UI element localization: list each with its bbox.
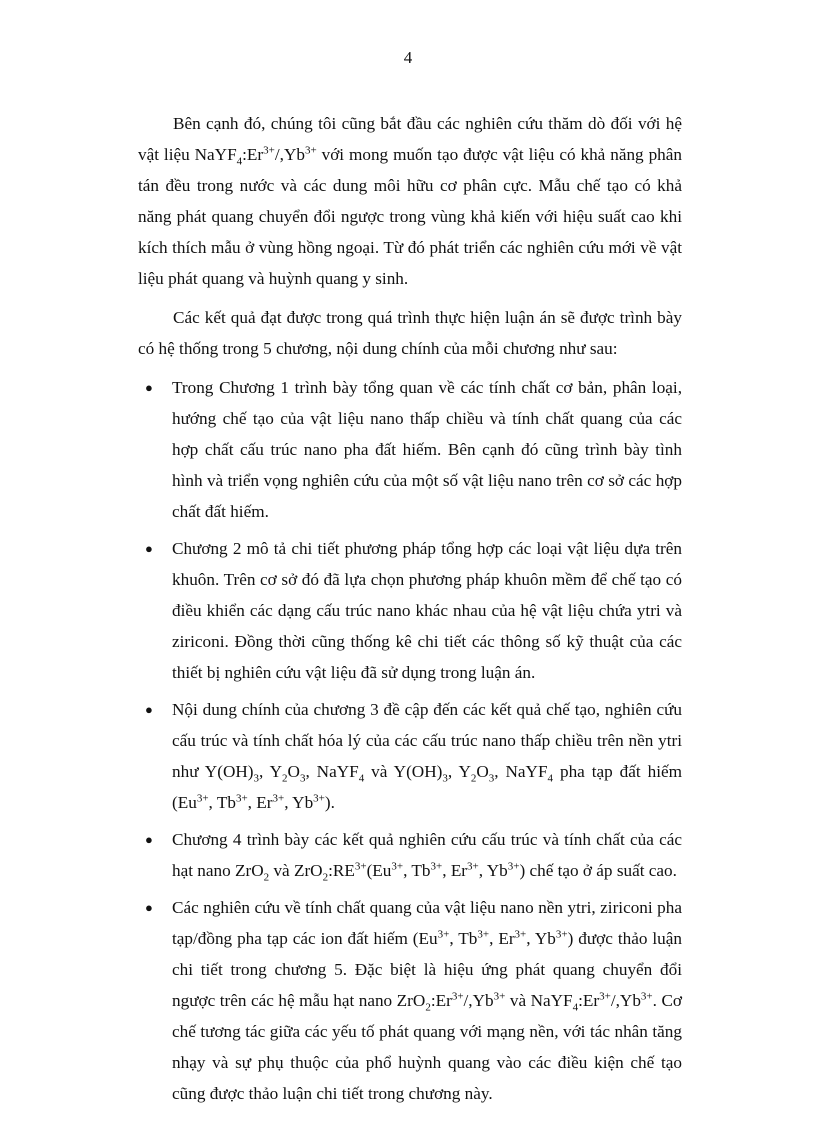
superscript: 3+ — [477, 928, 490, 941]
text-run: :Er — [242, 145, 264, 164]
bullet-icon: ● — [145, 702, 153, 717]
superscript: 3+ — [467, 860, 479, 873]
text-run: ) chế tạo ở áp suất cao. — [519, 861, 677, 880]
superscript: 3+ — [272, 792, 285, 805]
text-run: /,Yb — [610, 991, 641, 1010]
text-run: Các kết quả đạt được trong quá trình thực hiện luận án sẽ được trình bày có hệ thống trong 5 chương, nội dung chính của mỗi chương như sau: — [138, 308, 682, 358]
bullet-icon: ● — [145, 900, 153, 915]
text-run: Nội dung chính của chương 3 đề cập đến các kết quả chế tạo, nghiên cứu cấu trúc và tính chất hóa lý của các cấu trúc nano thấp chiều trên nền ytri như Y(OH) — [172, 700, 682, 781]
text-run: , Y — [259, 762, 283, 781]
text-run: O — [476, 762, 489, 781]
superscript: 3+ — [304, 144, 317, 157]
text-run: , Yb — [526, 929, 556, 948]
text-run: :RE — [328, 861, 355, 880]
subscript: 3 — [442, 772, 448, 785]
text-run: Chương 2 mô tả chi tiết phương pháp tổng hợp các loại vật liệu dựa trên khuôn. Trên cơ sở đó đã lựa chọn phương pháp khuôn mềm để chế tạo có điều khiển các dạng cấu trúc nano khác nhau của hệ vật liệu chứa ytri và ziriconi. Đồng thời cũng thống kê chi tiết các thông số kỹ thuật của các thiết bị nghiên cứu vật liệu đã sử dụng trong luận án. — [172, 539, 682, 682]
text-run: , NaYF — [305, 762, 359, 781]
intro-paragraph — [138, 108, 682, 294]
superscript: 3+ — [235, 792, 248, 805]
superscript: 3+ — [263, 144, 275, 157]
superscript: 3+ — [599, 990, 611, 1003]
superscript: 3+ — [354, 860, 367, 873]
text-run: pha tạp đất hiếm (Eu — [172, 762, 682, 812]
subscript: 2 — [322, 871, 329, 884]
list-item — [138, 533, 682, 688]
text-run: , Yb — [478, 861, 508, 880]
subscript: 2 — [263, 871, 270, 884]
text-run: (Eu — [366, 861, 392, 880]
document-body — [138, 108, 682, 1115]
text-run: :Er — [578, 991, 600, 1010]
text-run: , Er — [247, 793, 273, 812]
text-run: và Y(OH) — [364, 762, 443, 781]
subscript: 4 — [358, 772, 365, 785]
subscript: 2 — [425, 1001, 431, 1014]
list-item — [138, 372, 682, 527]
superscript: 3+ — [196, 792, 209, 805]
superscript: 3+ — [514, 928, 527, 941]
subscript: 4 — [572, 1001, 579, 1014]
bullet-icon: ● — [145, 541, 153, 556]
text-run: Các nghiên cứu về tính chất quang của vật liệu nano nền ytri, ziriconi pha tạp/đồng pha tạp các ion đất hiếm (Eu — [172, 898, 682, 948]
list-item-text — [172, 539, 682, 682]
text-run: và ZrO — [269, 861, 323, 880]
text-run: , Yb — [284, 793, 314, 812]
subscript: 4 — [236, 155, 243, 168]
superscript: 3+ — [430, 860, 443, 873]
superscript: 3+ — [451, 990, 464, 1003]
list-item-text — [172, 898, 682, 1103]
text-run: , Er — [442, 861, 468, 880]
bullet-icon: ● — [145, 832, 153, 847]
subscript: 2 — [470, 772, 477, 785]
page-number: 4 — [403, 48, 413, 67]
text-run: , Y — [447, 762, 471, 781]
text-run: O — [287, 762, 300, 781]
list-item-text — [172, 700, 682, 812]
superscript: 3+ — [313, 792, 325, 805]
subscript: 3 — [253, 772, 259, 785]
superscript: 3+ — [640, 990, 653, 1003]
bullet-icon: ● — [145, 380, 153, 395]
text-run: , NaYF — [494, 762, 548, 781]
text-run: Trong Chương 1 trình bày tổng quan về các tính chất cơ bản, phân loại, hướng chế tạo của vật liệu nano thấp chiều và tính chất quang của các hợp chất cấu trúc nano pha đất hiếm. Bên cạnh đó cũng trình bày tình hình và triển vọng nghiên cứu của một số vật liệu nano trên cơ sở các hợp chất đất hiếm. — [172, 378, 682, 521]
text-run: , Tb — [403, 861, 431, 880]
superscript: 3+ — [437, 928, 450, 941]
text-run: ). — [324, 793, 335, 812]
superscript: 3+ — [493, 990, 506, 1003]
text-run: Chương 4 trình bày các kết quả nghiên cứu cấu trúc và tính chất của các hạt nano ZrO — [172, 830, 682, 880]
text-run: /,Yb — [274, 145, 305, 164]
list-item — [138, 824, 682, 886]
list-item — [138, 892, 682, 1109]
text-run: với mong muốn tạo được vật liệu có khả năng phân tán đều trong nước và các dung môi hữu cơ phân cực. Mẫu chế tạo có khả năng phát quang chuyển đổi ngược trong vùng khả kiến với hiệu suất cao khi kích thích mẫu ở vùng hồng ngoại. Từ đó phát triển các nghiên cứu mới về vật liệu phát quang và huỳnh quang y sinh. — [138, 145, 682, 288]
subscript: 2 — [282, 772, 288, 785]
list-item-text — [172, 830, 682, 884]
superscript: 3+ — [391, 860, 404, 873]
text-run: ) được thảo luận chi tiết trong chương 5. Đặc biệt là hiệu ứng phát quang chuyển đổi ngược trên các hệ mẫu hạt nano ZrO — [172, 929, 682, 1010]
text-run: Bên cạnh đó, chúng tôi cũng bắt đầu các nghiên cứu thăm dò đối với hệ vật liệu NaYF — [138, 114, 682, 164]
text-run: , Tb — [208, 793, 236, 812]
subscript: 3 — [488, 772, 495, 785]
subscript: 4 — [547, 772, 554, 785]
chapter-list — [138, 372, 682, 1109]
superscript: 3+ — [507, 860, 520, 873]
text-run: :Er — [430, 991, 452, 1010]
text-run: /,Yb — [463, 991, 494, 1010]
text-run: và NaYF — [505, 991, 573, 1010]
text-run: . Cơ chế tương tác giữa các yếu tố phát quang với mạng nền, với tác nhân tăng nhạy và sự phụ thuộc của phổ huỳnh quang vào các điều kiện chế tạo cũng được thảo luận chi tiết trong chương này. — [172, 991, 682, 1103]
list-item-text — [172, 378, 682, 521]
chapters-intro-paragraph — [138, 302, 682, 364]
superscript: 3+ — [555, 928, 568, 941]
subscript: 3 — [299, 772, 306, 785]
text-run: , Tb — [449, 929, 478, 948]
text-run: , Er — [489, 929, 515, 948]
list-item — [138, 694, 682, 818]
